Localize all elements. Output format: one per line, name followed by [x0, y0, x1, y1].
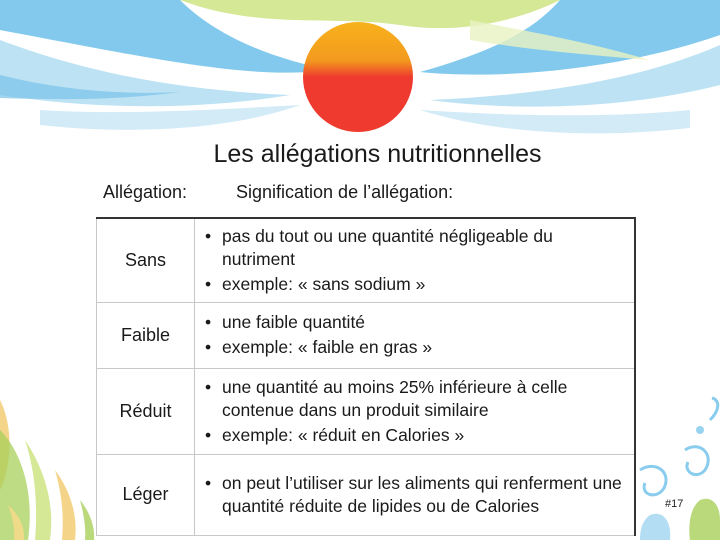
meaning-cell — [195, 302, 636, 368]
page-number: #17 — [665, 498, 684, 510]
meaning-cell — [195, 368, 636, 454]
table-row — [97, 454, 636, 535]
bullet-list — [200, 311, 626, 359]
term-cell: Réduit — [97, 368, 195, 454]
list-item: • exemple: « sans sodium » — [200, 273, 626, 296]
list-item: • pas du tout ou une quantité négligeable du nutriment — [200, 225, 626, 271]
column-header-signification: Signification de l’allégation: — [236, 182, 454, 202]
bullet-list — [200, 472, 626, 518]
list-item: • exemple: « faible en gras » — [200, 336, 626, 359]
list-item: • on peut l’utiliser sur les aliments qui renferment une quantité réduite de lipides ou de Calories — [200, 472, 626, 518]
list-item: • une faible quantité — [200, 311, 626, 334]
slide-title: Les allégations nutritionnelles — [213, 140, 542, 168]
table-row — [97, 368, 636, 454]
table-row — [97, 218, 636, 302]
claims-table — [96, 217, 636, 536]
meaning-cell — [195, 454, 636, 535]
sun-icon — [303, 22, 413, 132]
table-row — [97, 302, 636, 368]
term-cell: Sans — [97, 218, 195, 302]
column-header-allegation: Allégation: — [103, 182, 188, 202]
list-item: • exemple: « réduit en Calories » — [200, 424, 626, 447]
term-cell: Léger — [97, 454, 195, 535]
list-item: • une quantité au moins 25% inférieure à celle contenue dans un produit similaire — [200, 376, 626, 422]
bullet-list — [200, 225, 626, 296]
term-cell: Faible — [97, 302, 195, 368]
bullet-list — [200, 376, 626, 447]
meaning-cell — [195, 218, 636, 302]
